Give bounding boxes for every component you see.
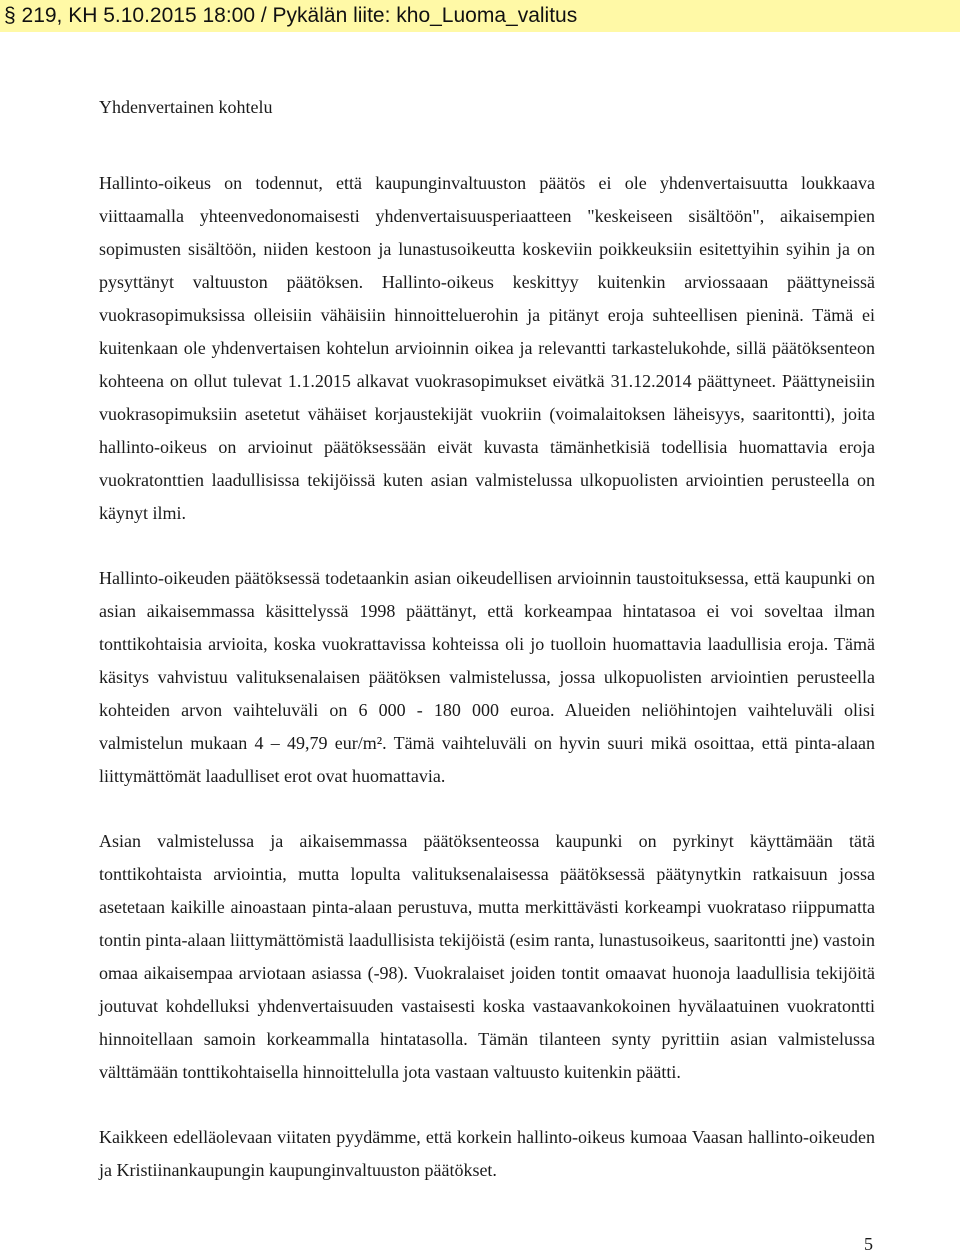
paragraph: Asian valmistelussa ja aikaisemmassa päätöksenteossa kaupunki on pyrkinyt käyttämään tätä tonttikohtaista arviointia, mutta lopulta valituksenalaisessa päätöksessä päätynytkin ratkaisuun jossa asetetaan kaikille ainoastaan pinta-alaan perustuva, mutta merkittävästi korkeampi vuokrataso riippumatta tontin pinta-alaan liittymättömistä laadullisista tekijöistä (esim ranta, lunastusoikeus, saaritontti jne) vastoin omaa aikaisempaa arviotaan asiassa (-98). Vuokralaiset joiden tontit omaavat huonoja laadullisia tekijöitä joutuvat kohdelluksi yhdenvertaisuuden vastaisesti koska vastaavankokoinen hyvälaatuinen vuokratontti hinnoitellaan samoin korkeammalla hintatasolla. Tämän tilanteen synty pyrittiin asian valmistelussa välttämään tonttikohtaisella hinnoittelulla jota vastaan valtuusto kuitenkin päätti. [99,831,875,1082]
paragraph: Kaikkeen edelläolevaan viitaten pyydämme, että korkein hallinto-oikeus kumoaa Vaasan hallinto-oikeuden ja Kristiinankaupungin kaupunginvaltuuston päätökset. [99,1127,875,1180]
paragraph: Hallinto-oikeuden päätöksessä todetaankin asian oikeudellisen arvioinnin taustoituksessa, että kaupunki on asian aikaisemmassa käsittelyssä 1998 päättänyt, että korkeampaa hintatasoa ei voi soveltaa ilman tonttikohtaisia arvioita, koska vuokrattavissa kohteissa oli jo tuolloin huomattavia laadullisia eroja. Tämä käsitys vahvistuu valituksenalaisen päätöksen valmistelussa, jossa ulkopuolisten arviointien perusteella kohteiden arvon vaihteluväli on 6 000 - 180 000 euroa. Alueiden neliöhintojen vaihteluväli olisi valmistelun mukaan 4 – 49,79 eur/m². Tämä vaihteluväli on hyvin suuri mikä osoittaa, että pinta-alaan liittymättömät laadulliset erot ovat huomattavia. [99,568,875,786]
section-heading: Yhdenvertainen kohtelu [99,97,273,117]
document-body [99,95,875,1187]
header-band [0,0,960,32]
paragraph: Hallinto-oikeus on todennut, että kaupunginvaltuuston päätös ei ole yhdenvertaisuutta loukkaava viittaamalla yhteenvedonomaisesti yhdenvertaisuusperiaatteen "keskeiseen sisältöön", aikaisempien sopimusten sisältöön, niiden kestoon ja lunastusoikeutta koskeviin poikkeuksiin esitettyihin syihin ja on pysyttänyt valtuuston päätöksen. Hallinto-oikeus keskittyy kuitenkin arviossaaan päättyneissä vuokrasopimuksissa olleisiin vähäisiin hinnoitteluerohin ja pitänyt eroja suhteellisen pieninä. Tämä ei kuitenkaan ole yhdenvertaisen kohtelun arvioinnin oikea ja relevantti tarkastelukohde, sillä päätöksenteon kohteena on ollut tulevat 1.1.2015 alkavat vuokrasopimukset eivätkä 31.12.2014 päättyneet. Päättyneisiin vuokrasopimuksiin asetetut vähäiset korjaustekijät vuokriin (voimalaitoksen läheisyys, saaritontti), joita hallinto-oikeus on arvioinut päätöksessään eivät kuvasta tämänhetkisiä todellisia huomattavia eroja vuokratonttien laadullisissa tekijöissä kuten asian valmistelussa ulkopuolisten arviointien perusteella on käynyt ilmi. [99,173,875,523]
document-header-title: § 219, KH 5.10.2015 18:00 / Pykälän liite: kho_Luoma_valitus [4,4,578,27]
page-number: 5 [864,1234,873,1254]
